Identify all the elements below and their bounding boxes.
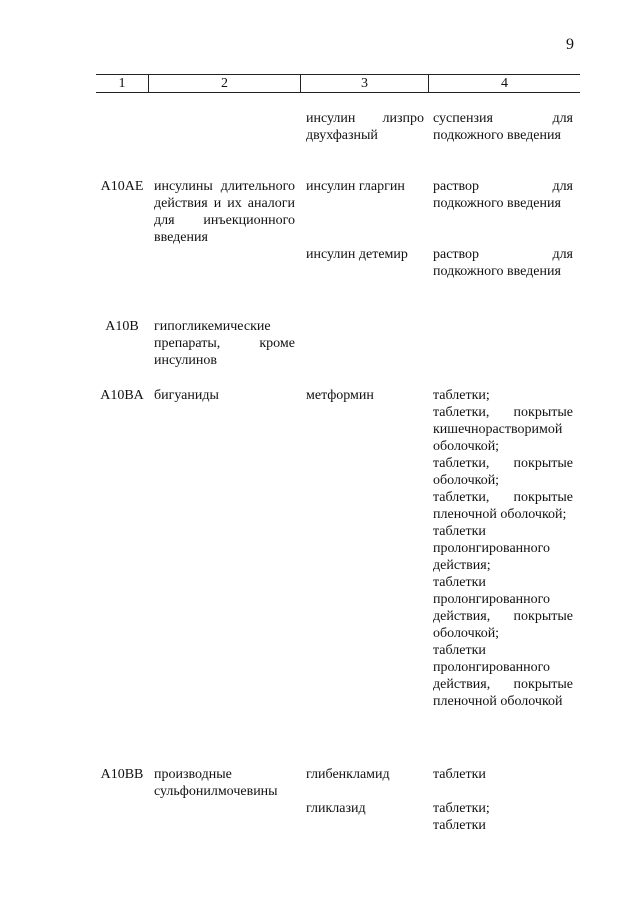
column-header-2: 2 xyxy=(149,75,301,92)
dosage-form: таблетки пролонгированного действия, покрытые пленочной оболочкой xyxy=(433,643,573,709)
atc-group: производные сульфонилмочевины xyxy=(154,767,278,799)
atc-group: бигуаниды xyxy=(154,388,219,403)
drug-name: глибенкламид xyxy=(306,767,390,782)
atc-code: A10BA xyxy=(100,388,144,403)
form-list xyxy=(433,178,573,280)
dosage-form: таблетки; xyxy=(433,801,490,816)
drug-name: инсулин детемир xyxy=(306,247,408,262)
form-list xyxy=(433,387,573,710)
dosage-form: таблетки xyxy=(433,818,486,833)
atc-code: A10BB xyxy=(100,767,144,782)
atc-group: инсулины длительного действия и их аналоги для инъекционного введения xyxy=(154,179,295,245)
dosage-form: таблетки; xyxy=(433,388,490,403)
atc-code: A10AE xyxy=(100,179,144,194)
dosage-form: раствор для подкожного введения xyxy=(433,247,573,279)
dosage-form: таблетки, покрытые пленочной оболочкой; xyxy=(433,490,573,522)
drug-name: инсулин гларгин xyxy=(306,179,405,194)
atc-group: гипогликемические препараты, кроме инсулинов xyxy=(154,319,295,368)
column-header-4: 4 xyxy=(501,76,508,91)
dosage-form: таблетки, покрытые оболочкой; xyxy=(433,456,573,488)
atc-code: A10B xyxy=(105,319,139,334)
drug-name: гликлазид xyxy=(306,801,366,816)
column-header-1: 1 xyxy=(96,75,149,92)
dosage-form: таблетки пролонгированного действия; xyxy=(433,524,551,573)
dosage-form: таблетки, покрытые кишечнорастворимой оболочкой; xyxy=(433,405,573,454)
drug-name: инсулин лизпро двухфазный xyxy=(306,111,424,143)
form-list xyxy=(433,766,573,834)
drug-name: метформин xyxy=(306,388,374,403)
dosage-form: раствор для подкожного введения xyxy=(433,179,573,211)
table-header xyxy=(96,74,580,93)
drug-list xyxy=(306,178,424,263)
column-header-3: 3 xyxy=(301,75,429,92)
dosage-form: таблетки xyxy=(433,767,486,782)
page-number: 9 xyxy=(566,36,574,53)
dosage-form: таблетки пролонгированного действия, покрытые оболочкой; xyxy=(433,575,573,641)
dosage-form: суспензия для подкожного введения xyxy=(433,111,573,143)
drug-list xyxy=(306,766,424,817)
